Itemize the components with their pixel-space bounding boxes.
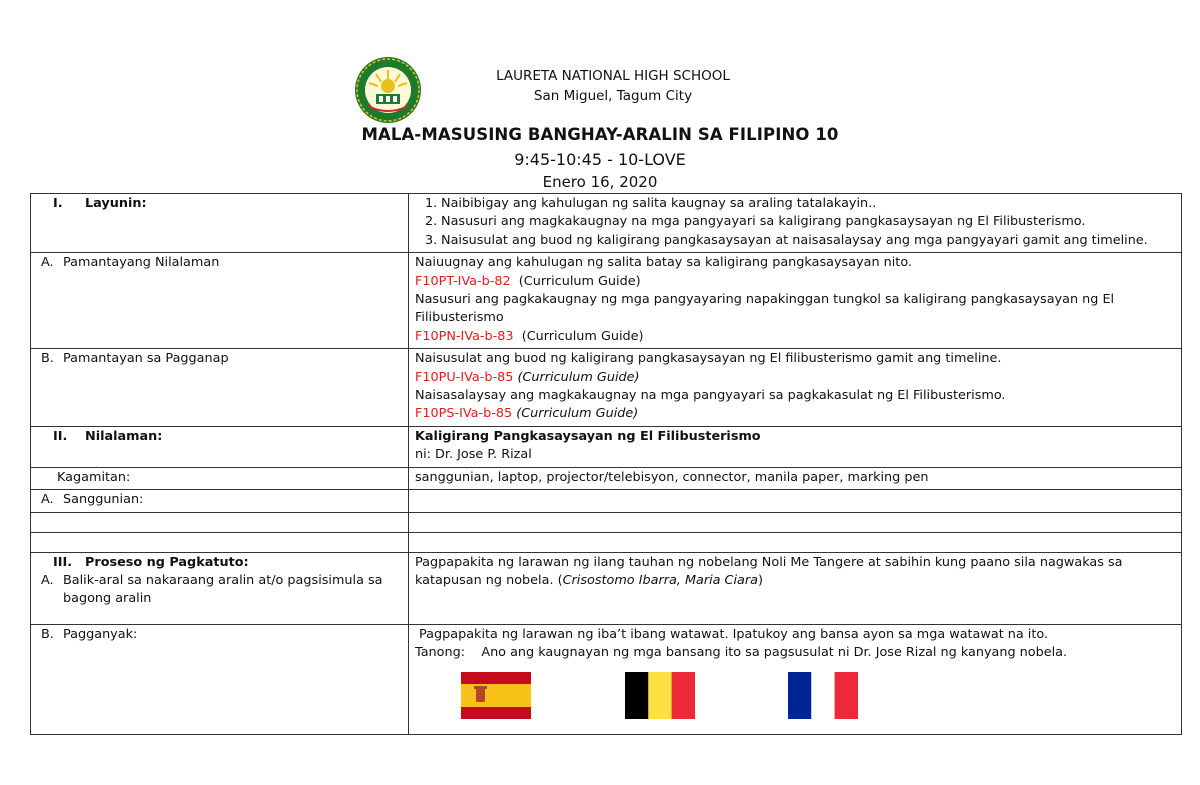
row-heading: Pamantayan sa Pagganap [63, 351, 229, 367]
flags-row [415, 672, 1175, 732]
row-index: A. [41, 255, 54, 271]
list-item: 3. Naisusulat ang buod ng kaligirang pangkasaysayan at naisasalaysay ang mga pangyayari gamit ang timeline. [425, 232, 1148, 248]
reference-note: (Curriculum Guide) [518, 273, 641, 289]
row-index: B. [41, 351, 54, 367]
lesson-date: Enero 16, 2020 [542, 173, 658, 191]
school-info [440, 66, 786, 106]
standard-text: Naisusulat ang buod ng kaligirang pangkasaysayan ng El filibusterismo gamit ang timeline. [415, 351, 1002, 367]
row-heading: Pamantayang Nilalaman [63, 255, 220, 271]
lesson-topic: Kaligirang Pangkasaysayan ng El Filibusterismo [415, 428, 761, 444]
row-heading: Proseso ng Pagkatuto: [85, 554, 249, 570]
row-index: A. [41, 492, 54, 508]
school-seal-logo [354, 56, 422, 124]
list-item: 1. Naibibigay ang kahulugan ng salita kaugnay sa araling tatalakayin.. [425, 196, 877, 211]
row-index: II. [53, 428, 68, 444]
standard-text: Naisasalaysay ang magkakaugnay na mga pangyayari sa pagkakasulat ng El Filibusterismo. [415, 388, 1006, 404]
question-label: Tanong: [415, 644, 466, 660]
lesson-author: ni: Dr. Jose P. Rizal [415, 447, 532, 463]
row-sanggunian [31, 490, 1182, 512]
competency-code: F10PN-IVa-b-83 [415, 328, 514, 344]
row-heading: Kagamitan: [57, 469, 131, 485]
belgium-flag-icon [625, 672, 695, 719]
objectives-list [415, 195, 1175, 250]
school-name: LAURETA NATIONAL HIGH SCHOOL [496, 68, 730, 84]
sub-index: A. [41, 572, 54, 588]
question-text: Ano ang kaugnayan ng mga bansang ito sa pagsusulat ni Dr. Jose Rizal ng kanyang nobela. [481, 644, 1068, 660]
school-address: San Miguel, Tagum City [533, 88, 693, 104]
competency-code: F10PU-IVa-b-85 [415, 369, 514, 385]
spain-flag-icon [461, 672, 531, 719]
row-index: I. [53, 196, 63, 211]
row-kagamitan [31, 467, 1182, 489]
class-schedule: 9:45-10:45 - 10-LOVE [514, 150, 686, 169]
list-item: 2. Nasusuri ang magkakaugnay na mga pangyayari sa kaligirang pangkasaysayan ng El Filibusterismo. [425, 214, 1086, 230]
lesson-plan-table [30, 193, 1182, 735]
row-index: B. [41, 626, 54, 642]
competency-code: F10PT-IVa-b-82 [415, 273, 511, 289]
reference-note: (Curriculum Guide) [516, 406, 639, 422]
standard-text: Naiuugnay ang kahulugan ng salita batay sa kaligirang pangkasaysayan nito. [415, 255, 912, 271]
competency-code: F10PS-IVa-b-85 [415, 406, 513, 422]
character-names: Crisostomo Ibarra, Maria Ciara [562, 572, 758, 588]
row-heading: Layunin: [85, 196, 147, 211]
row-pamantayang-nilalaman [31, 253, 1182, 349]
row-proseso: III. Proseso ng Pagkatuto: A. Balik-aral sa nakaraang aralin at/o pagsisimula sa bagong aralin Pagpapakita ng larawan ng ilang tauhan ng nobelang Noli Me Tangere at sabihin kung paano sila nagwakas sa katapusan ng nobela. (Crisostomo Ibarra, Maria Ciara) [31, 552, 1182, 624]
reference-note: (Curriculum Guide) [521, 328, 644, 344]
materials-list: sanggunian, laptop, projector/telebisyon, connector, manila paper, marking pen [409, 467, 1182, 489]
reference-note: (Curriculum Guide) [517, 369, 640, 385]
review-activity: Pagpapakita ng larawan ng ilang tauhan ng nobelang Noli Me Tangere at sabihin kung paano sila nagwakas sa katapusan ng nobela. ( [415, 554, 1123, 588]
france-flag-icon [788, 672, 858, 719]
sub-heading-line-1: Balik-aral sa nakaraang aralin at/o pagsisimula sa [63, 572, 383, 588]
row-pamantayan-sa-pagganap [31, 349, 1182, 427]
row-heading: Pagganyak: [63, 626, 138, 642]
row-index: III. [53, 554, 73, 570]
standard-text: Nasusuri ang pagkakaugnay ng mga pangyayaring napakinggan tungkol sa kaligirang pangkasaysayan ng El Filibusterismo [415, 292, 1115, 326]
row-heading: Sanggunian: [63, 492, 144, 508]
sanggunian-value [409, 490, 1182, 512]
row-heading: Nilalaman: [85, 428, 163, 444]
row-layunin [31, 194, 1182, 253]
row-blank-1 [31, 512, 1182, 532]
row-blank-2 [31, 532, 1182, 552]
row-nilalaman [31, 426, 1182, 467]
sub-heading-line-2: bagong aralin [63, 591, 152, 607]
document-title: MALA-MASUSING BANGHAY-ARALIN SA FILIPINO 10 [361, 125, 839, 144]
motivation-activity: Pagpapakita ng larawan ng iba’t ibang watawat. Ipatukoy ang bansa ayon sa mga watawat na ito. [419, 626, 1049, 642]
row-pagganyak [31, 624, 1182, 735]
